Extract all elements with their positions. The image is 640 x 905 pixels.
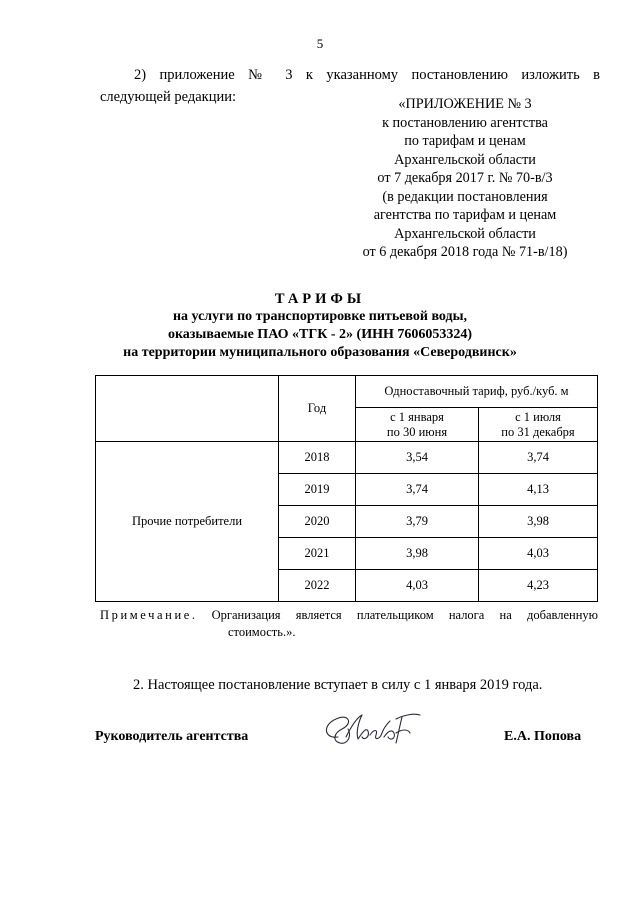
title-heading: ТАРИФЫ <box>274 291 366 307</box>
tariff-cell: 3,54 <box>356 442 479 474</box>
appendix-line: «ПРИЛОЖЕНИЕ № 3 <box>398 96 532 112</box>
tariff-cell: 3,98 <box>356 538 479 570</box>
appendix-line: от 6 декабря 2018 года № 71-в/18) <box>362 244 568 260</box>
appendix-line: к постановлению агентства <box>382 114 548 131</box>
period2-header <box>479 408 598 442</box>
tariff-cell: 4,03 <box>479 538 598 570</box>
tariff-cell: 4,23 <box>479 570 598 602</box>
appendix-line: (в редакции постановления <box>382 188 548 205</box>
handwritten-signature <box>318 707 428 751</box>
tariff-cell: 3,74 <box>479 442 598 474</box>
title-line: на услуги по транспортировке питьевой воды, <box>172 309 468 324</box>
consumer-header-cell <box>96 376 279 442</box>
tariff-cell: 3,74 <box>356 474 479 506</box>
tariff-cell: 4,13 <box>479 474 598 506</box>
consumer-cell: Прочие потребители <box>96 442 279 602</box>
note-line <box>100 607 598 624</box>
year-header: Год <box>279 376 356 442</box>
year-cell: 2018 <box>279 442 356 474</box>
year-cell: 2022 <box>279 570 356 602</box>
document-title <box>0 290 640 362</box>
appendix-line: по тарифам и ценам <box>404 133 526 149</box>
table-row <box>96 442 598 474</box>
appendix-line: агентства по тарифам и ценам <box>373 207 557 223</box>
year-cell: 2020 <box>279 506 356 538</box>
note-text-continued: стоимость.». <box>228 625 296 639</box>
period1-header <box>356 408 479 442</box>
note-label: Примечание. <box>100 608 198 622</box>
period2-header-line: с 1 июля <box>515 409 561 424</box>
page-number: 5 <box>316 36 324 51</box>
appendix-header <box>330 95 600 262</box>
appendix-line: Архангельской области <box>394 225 536 242</box>
note <box>100 607 598 641</box>
tariff-cell: 3,98 <box>479 506 598 538</box>
title-line: на территории муниципального образования «Северодвинск» <box>123 345 517 360</box>
signatory-name: Е.А. Попова <box>504 729 582 744</box>
period1-header-line: с 1 января <box>390 409 444 424</box>
appendix-line: от 7 декабря 2017 г. № 70-в/3 <box>377 170 553 186</box>
tariff-table <box>95 375 598 602</box>
period2-header-line: по 31 декабря <box>501 424 575 439</box>
tariff-cell: 4,03 <box>356 570 479 602</box>
title-line: оказываемые ПАО «ТГК - 2» (ИНН 7606053324) <box>167 327 473 342</box>
tariff-header: Одноставочный тариф, руб./куб. м <box>356 376 598 408</box>
year-cell: 2021 <box>279 538 356 570</box>
paragraph-line: 2) приложение № 3 к указанному постановлению изложить в <box>134 67 600 83</box>
year-cell: 2019 <box>279 474 356 506</box>
tariff-cell: 3,79 <box>356 506 479 538</box>
paragraph-line: следующей редакции: <box>100 89 237 105</box>
appendix-line: Архангельской области <box>394 151 536 168</box>
note-text: Организация является плательщиком налога на добавленную <box>211 608 598 622</box>
signatory-position: Руководитель агентства <box>95 729 249 744</box>
period1-header-line: по 30 июня <box>386 424 448 439</box>
paragraph-effective-date: 2. Настоящее постановление вступает в силу с 1 января 2019 года. <box>133 677 543 693</box>
